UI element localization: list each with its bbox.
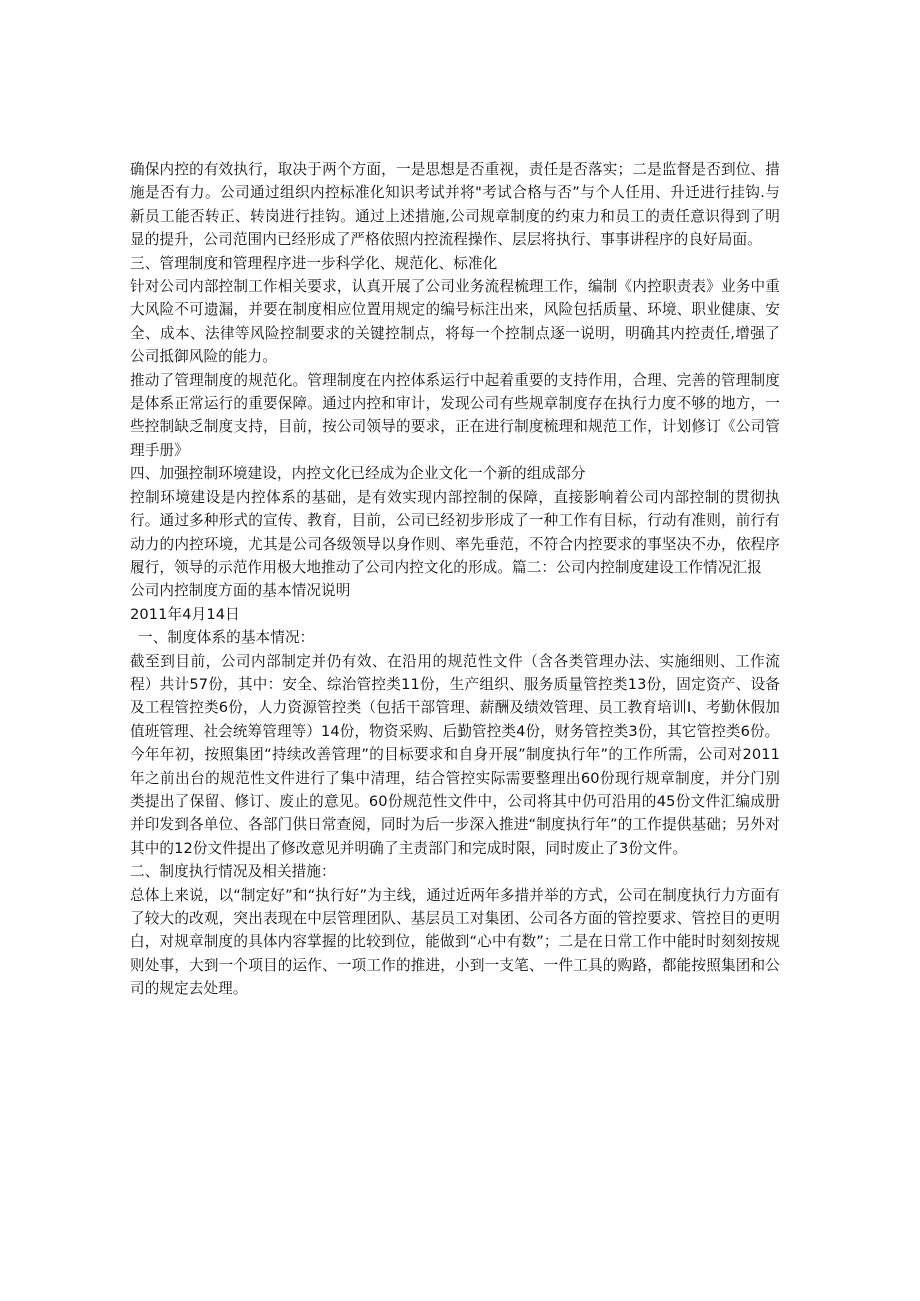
section-heading: 四、加强控制环境建设，内控文化已经成为企业文化一个新的组成部分: [130, 465, 586, 483]
document-page: [130, 158, 780, 1001]
paragraph: 截至到目前，公司内部制定并仍有效、在沿用的规范性文件（含各类管理办法、实施细则、工作流程）共计57份，其中：安全、综治管控类11份，生产组织、服务质量管控类13份，固定资产、设备及工程管控类6份，人力资源管控类（包括干部管理、薪酬及绩效管理、员工教育培训I、考勤休假加值班管理、社会统筹管理等）14份，物资采购、后勤管控类4份，财务管控类3份，其它管控类6份。: [130, 652, 780, 740]
paragraph: 确保内控的有效执行，取决于两个方面，一是思想是否重视，责任是否落实；二是监督是否到位、措施是否有力。公司通过组织内控标准化知识考试并将"考试合格与否”与个人任用、升迁进行挂钩.与新员工能否转正、转岗进行挂钩。通过上述措施,公司规章制度的约束力和员工的责任意识得到了明显的提升，公司范围内已经形成了严格依照内控流程操作、层层将执行、事事讲程序的良好局面。: [130, 161, 780, 249]
paragraph: 推动了管理制度的规范化。管理制度在内控体系运行中起着重要的支持作用，合理、完善的管理制度是体系正常运行的重要保障。通过内控和审计，发现公司有些规章制度存在执行力度不够的地方，一些控制缺乏制度支持，目前，按公司领导的要求，正在进行制度梳理和规范工作，计划修订《公司管理手册》: [130, 371, 780, 459]
section-heading: 二、制度执行情况及相关措施：: [130, 863, 336, 881]
paragraph: 针对公司内部控制工作相关要求，认真开展了公司业务流程梳理工作，编制《内控职责表》业务中重大风险不可遗漏，并要在制度相应位置用规定的编号标注出来，风险包括质量、环境、职业健康、安全、成本、法律等风险控制要求的关键控制点，将每一个控制点逐一说明，明确其内控责任,增强了公司抵御风险的能力。: [130, 278, 780, 366]
section-heading: 一、制度体系的基本情况：: [138, 629, 315, 647]
document-date: 2011年4月14日: [130, 605, 240, 623]
section-heading: 三、管理制度和管理程序进一步科学化、规范化、标准化: [130, 254, 498, 272]
paragraph: 今年年初，按照集团“持续改善管理”的目标要求和自身开展”制度执行年”的工作所需，公司对2011年之前出台的规范性文件进行了集中清理，结合管控实际需要整理出60份现行规章制度，并分门别类提出了保留、修订、废止的意见。60份规范性文件中，公司将其中仍可沿用的45份文件汇编成册并印发到各单位、各部门供日常查阅，同时为后一步深入推进“制度执行年”的工作提供基础；另外对其中的12份文件提出了修改意见并明确了主责部门和完成时限，同时废止了3份文件。: [130, 746, 780, 857]
paragraph: 控制环境建设是内控体系的基础，是有效实现内部控制的保障，直接影响着公司内部控制的贯彻执行。通过多种形式的宣传、教育，目前，公司已经初步形成了一种工作有目标，行动有准则，前行有动力的内控环境，尤其是公司各级领导以身作则、率先垂范，不符合内控要求的事坚决不办，依程序履行，领导的示范作用极大地推动了公司内控文化的形成。篇二：公司内控制度建设工作情况汇报: [130, 488, 780, 576]
paragraph: 总体上来说，以“制定好”和“执行好”为主线，通过近两年多措并举的方式，公司在制度执行力方面有了较大的改观，突出表现在中层管理团队、基层员工对集团、公司各方面的管控要求、管控目的更明白，对规章制度的具体内容掌握的比较到位，能做到“心中有数”；二是在日常工作中能时时刻刻按规则处事，大到一个项目的运作、一项工作的推进，小到一支笔、一件工具的购路，都能按照集团和公司的规定去处理。: [130, 886, 780, 998]
document-title: 公司内控制度方面的基本情况说明: [130, 582, 351, 600]
